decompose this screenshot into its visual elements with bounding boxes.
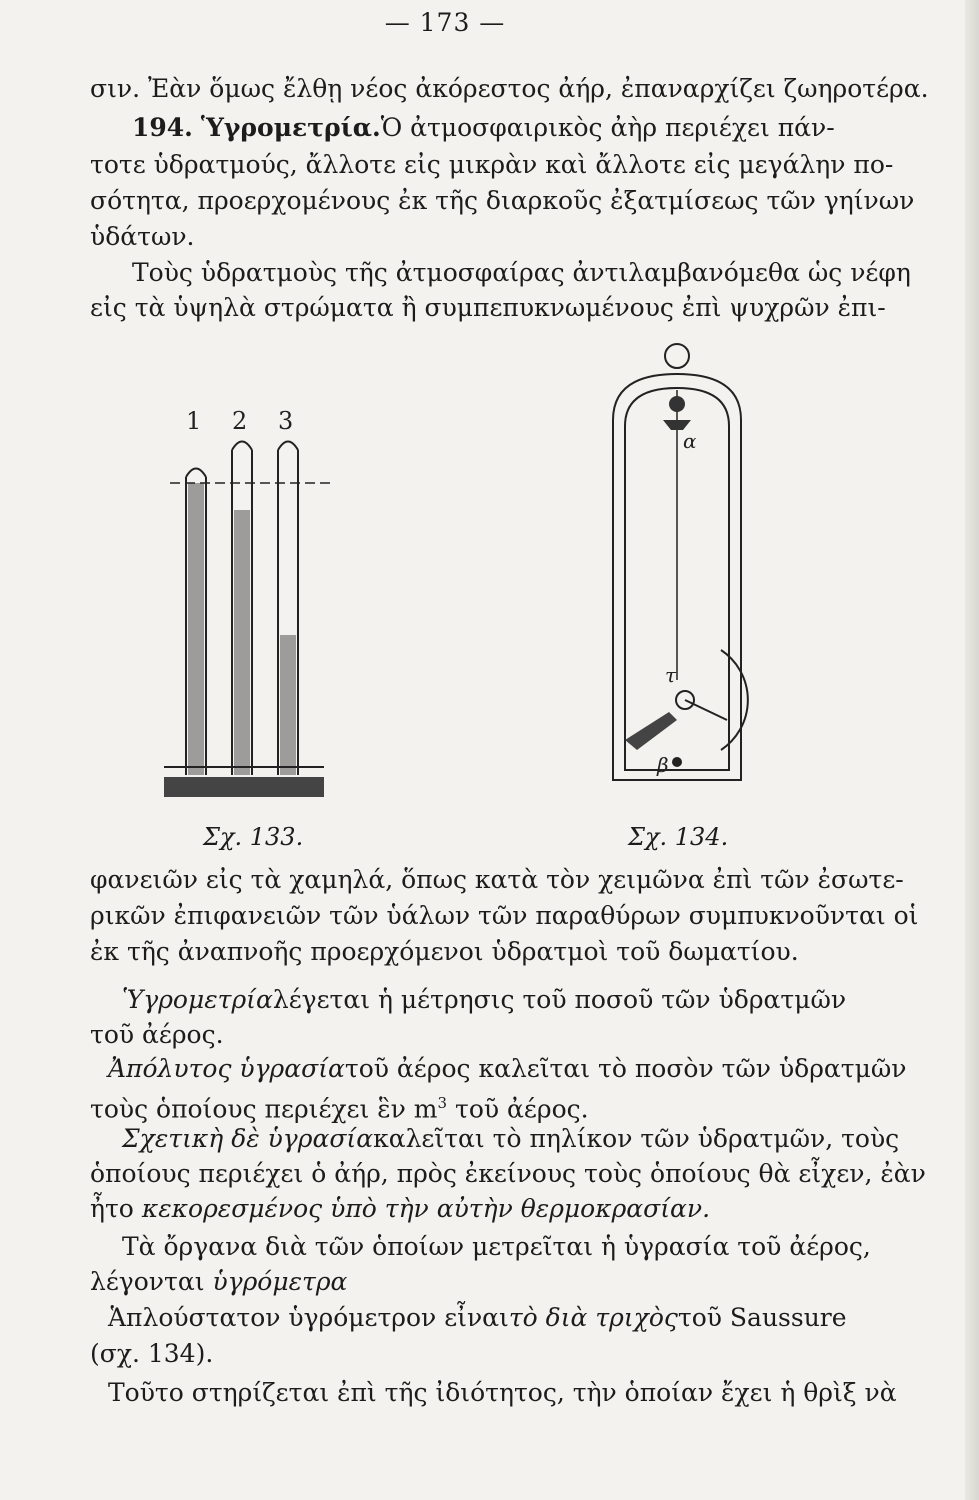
text-line: Τοὺς ὑδρατμοὺς τῆς ἀτμοσφαίρας ἀντιλαμβανόμεθα ὡς νέφη [132,258,911,287]
figure-133-tubes [150,405,340,805]
text-span: Ἁπλούστατον ὑγρόμετρον εἶναι [108,1303,509,1332]
hanging-ring [665,344,689,368]
text-line [90,1194,710,1224]
tube-label-1: 1 [186,407,202,435]
tube-label-3: 3 [278,407,294,435]
pointer-arm [625,712,677,750]
text-line: Τοῦτο στηρίζεται ἐπὶ τῆς ἰδιότητος, τὴν ὁποίαν ἔχει ἡ θρὶξ νὰ [108,1378,897,1407]
italic-span: τὸ διὰ τριχὸς [508,1303,678,1332]
dial-scale [721,650,748,750]
text-line: σότητα, προερχομένους ἐκ τῆς διαρκοῦς ἐξατμίσεως τῶν γηίνων [90,186,915,215]
page-edge-shadow [965,0,979,1500]
text-line: εἰς τὰ ὑψηλὰ στρώματα ἢ συμπεπυκνωμένους ἐπὶ ψυχρῶν ἐπι- [90,293,886,322]
adjustment-screw [669,396,685,412]
counterweight [672,757,682,767]
text-span: λέγεται ἡ μέτρησις τοῦ ποσοῦ τῶν ὑδρατμῶν [272,985,847,1014]
text-line: (σχ. 134). [90,1339,214,1368]
text-line: ρικῶν ἐπιφανειῶν τῶν ὑάλων τῶν παραθύρων συμπυκνοῦνται οἱ [90,901,919,930]
text-line [90,1267,347,1297]
tube-1 [186,469,206,776]
definition-line [108,1054,907,1084]
text-line [90,1088,589,1124]
figure-134-caption: Σχ. 134. [628,823,729,851]
figure-133-caption: Σχ. 133. [203,823,304,851]
page-number: — 173 — [384,8,506,37]
text-span: τοὺς ὁποίους περιέχει ἓν m [90,1094,438,1124]
figure-134-hygrometer [585,340,775,810]
label-t: τ [665,663,677,687]
text-line: Τὰ ὄργανα διὰ τῶν ὁποίων μετρεῖται ἡ ὑγρασία τοῦ ἀέρος, [122,1232,871,1261]
text-line: ἐκ τῆς ἀναπνοῆς προερχόμενοι ὑδρατμοὶ τοῦ δωματίου. [90,937,799,966]
term-hygrometers: ὑγρόμετρα [212,1267,348,1296]
text-span: λέγονται [90,1267,205,1296]
text-line: τοτε ὑδρατμούς, ἄλλοτε εἰς μικρὰν καὶ ἄλλοτε εἰς μεγάλην πο- [90,150,894,179]
definition-line [122,985,847,1015]
tube-2 [232,442,252,776]
text-line: ὁποίους περιέχει ὁ ἀήρ, πρὸς ἐκείνους τοὺς ὁποίους θὰ εἶχεν, ἐὰν [90,1159,926,1188]
text-span: καλεῖται τὸ πηλίκον τῶν ὑδρατμῶν, τοὺς [373,1124,900,1153]
section-title: Ὑγρομετρία. [200,113,381,142]
tube-3 [278,442,298,776]
pointer-needle [685,700,727,720]
text-span: τοῦ ἀέρος καλεῖται τὸ ποσὸν τῶν ὑδρατμῶν [344,1054,907,1083]
section-number: 194. [132,113,193,142]
tube-label-2: 2 [232,407,248,435]
term-absolute-humidity: Ἀπόλυτος ὑγρασία [108,1054,345,1083]
label-a: α [683,429,697,453]
text-line [108,1303,847,1333]
mercury-trough [164,777,324,797]
superscript: 3 [437,1094,448,1112]
text-line: φανειῶν εἰς τὰ χαμηλά, ὅπως κατὰ τὸν χειμῶνα ἐπὶ τῶν ἐσωτε- [90,865,904,894]
term-relative-humidity: Σχετικὴ δὲ ὑγρασία [122,1124,374,1153]
text-span: Ὁ ἀτμοσφαιρικὸς ἀὴρ περιέχει πάν- [380,113,835,142]
text-span: τοῦ ἀέρος. [455,1094,589,1124]
text-line: ὑδάτων. [90,222,195,251]
label-b: β [657,753,669,777]
text-line: σιν. Ἐὰν ὅμως ἔλθῃ νέος ἀκόρεστος ἀήρ, ἐπαναρχίζει ζωηροτέρα. [90,74,929,103]
section-heading-line [132,113,835,143]
text-span: ἦτο [90,1194,134,1223]
text-span: τοῦ Saussure [677,1303,847,1332]
text-line: τοῦ ἀέρος. [90,1020,224,1049]
definition-line [122,1124,900,1154]
italic-span: κεκορεσμένος ὑπὸ τὴν αὐτὴν θερμοκρασίαν. [141,1194,711,1223]
term-hygrometry: Ὑγρομετρία [122,985,273,1014]
